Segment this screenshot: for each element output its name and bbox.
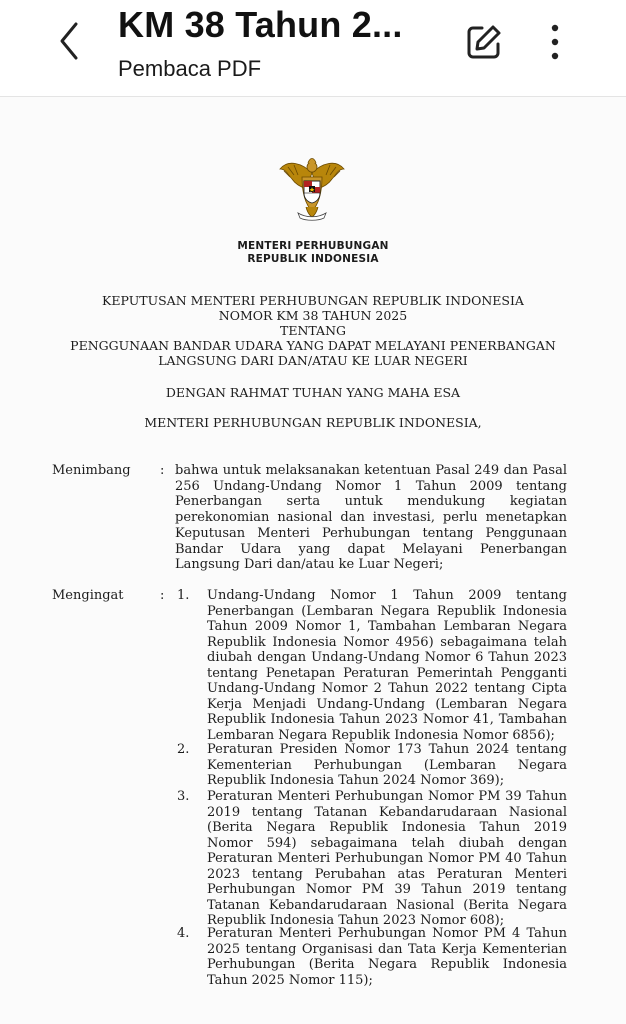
back-arrow-icon <box>50 18 90 64</box>
edit-button[interactable] <box>464 22 504 62</box>
pdf-page <box>0 97 626 1024</box>
more-options-button[interactable] <box>540 20 570 64</box>
pdf-viewer[interactable] <box>0 97 626 1024</box>
minister-heading-line-1: MENTERI PERHUBUNGAN <box>237 240 389 252</box>
more-vertical-icon <box>540 20 570 64</box>
mengingat-item-text: Undang-Undang Nomor 1 Tahun 2009 tentang Penerbangan (Lembaran Negara Republik Indonesia Tahun 2009 Nomor 1, Tambahan Lembaran Negara Republik Indonesia Nomor 4956) sebagaimana telah diubah dengan Undang-Undang Nomor 6 Tahun 2023 tentang Penetapan Peraturan Pemerintah Pengganti Undang-Undang Nomor 2 Tahun 2022 tentang Cipta Kerja Menjadi Undang-Undang (Lembaran Negara Republik Indonesia Tahun 2023 Nomor 41, Tambahan Lembaran Negara Republik Indonesia Nomor 6856); <box>207 588 567 743</box>
mengingat-item-number: 3. <box>177 789 190 804</box>
decree-title-line-5: LANGSUNG DARI DAN/ATAU KE LUAR NEGERI <box>158 353 468 368</box>
blessing-line: DENGAN RAHMAT TUHAN YANG MAHA ESA <box>165 385 461 400</box>
edit-icon <box>464 22 504 62</box>
mengingat-item-text: Peraturan Presiden Nomor 173 Tahun 2024 tentang Kementerian Perhubungan (Lembaran Negara Republik Indonesia Tahun 2024 Nomor 369); <box>207 742 567 788</box>
back-button[interactable] <box>50 18 90 64</box>
decree-title-line-4: PENGGUNAAN BANDAR UDARA YANG DAPAT MELAYANI PENERBANGAN <box>70 338 556 353</box>
mengingat-item-number: 1. <box>177 588 190 603</box>
mengingat-label: Mengingat <box>52 588 124 603</box>
document-title: KM 38 Tahun 2... <box>118 4 403 45</box>
menimbang-colon: : <box>160 463 165 478</box>
app-subtitle: Pembaca PDF <box>118 56 262 81</box>
mengingat-item-text: Peraturan Menteri Perhubungan Nomor PM 4 Tahun 2025 tentang Organisasi dan Tata Kerja Kementerian Perhubungan (Berita Negara Republik Indonesia Tahun 2025 Nomor 115); <box>207 926 567 988</box>
mengingat-colon: : <box>160 588 165 603</box>
menimbang-text: bahwa untuk melaksanakan ketentuan Pasal 249 dan Pasal 256 Undang-Undang Nomor 1 Tahun 2009 tentang Penerbangan serta untuk mendukung kegiatan perekonomian nasional dan investasi, perlu menetapkan Keputusan Menteri Perhubungan tentang Penggunaan Bandar Udara yang dapat Melayani Penerbangan Langsung Dari dan/atau ke Luar Negeri; <box>175 463 567 573</box>
decree-title-line-1: KEPUTUSAN MENTERI PERHUBUNGAN REPUBLIK INDONESIA <box>102 293 524 308</box>
minister-heading-line-2: REPUBLIK INDONESIA <box>247 253 379 265</box>
mengingat-item-text: Peraturan Menteri Perhubungan Nomor PM 39 Tahun 2019 tentang Tatanan Kebandarudaraan Nasional (Berita Negara Republik Indonesia Tahun 2019 Nomor 594) sebagaimana telah diubah dengan Peraturan Menteri Perhubungan Nomor PM 40 Tahun 2023 tentang Perubahan atas Peraturan Menteri Perhubungan Nomor PM 39 Tahun 2019 tentang Tatanan Kebandarudaraan Nasional (Berita Negara Republik Indonesia Tahun 2023 Nomor 608); <box>207 789 567 928</box>
menimbang-label: Menimbang <box>52 463 131 478</box>
decree-title-line-2: NOMOR KM 38 TAHUN 2025 <box>218 308 408 323</box>
minister-line: MENTERI PERHUBUNGAN REPUBLIK INDONESIA, <box>144 415 482 430</box>
app-bar <box>0 0 626 97</box>
mengingat-item-number: 4. <box>177 926 190 941</box>
mengingat-item-number: 2. <box>177 742 190 757</box>
decree-title-line-3: TENTANG <box>279 323 346 338</box>
garuda-emblem-icon <box>278 155 346 223</box>
